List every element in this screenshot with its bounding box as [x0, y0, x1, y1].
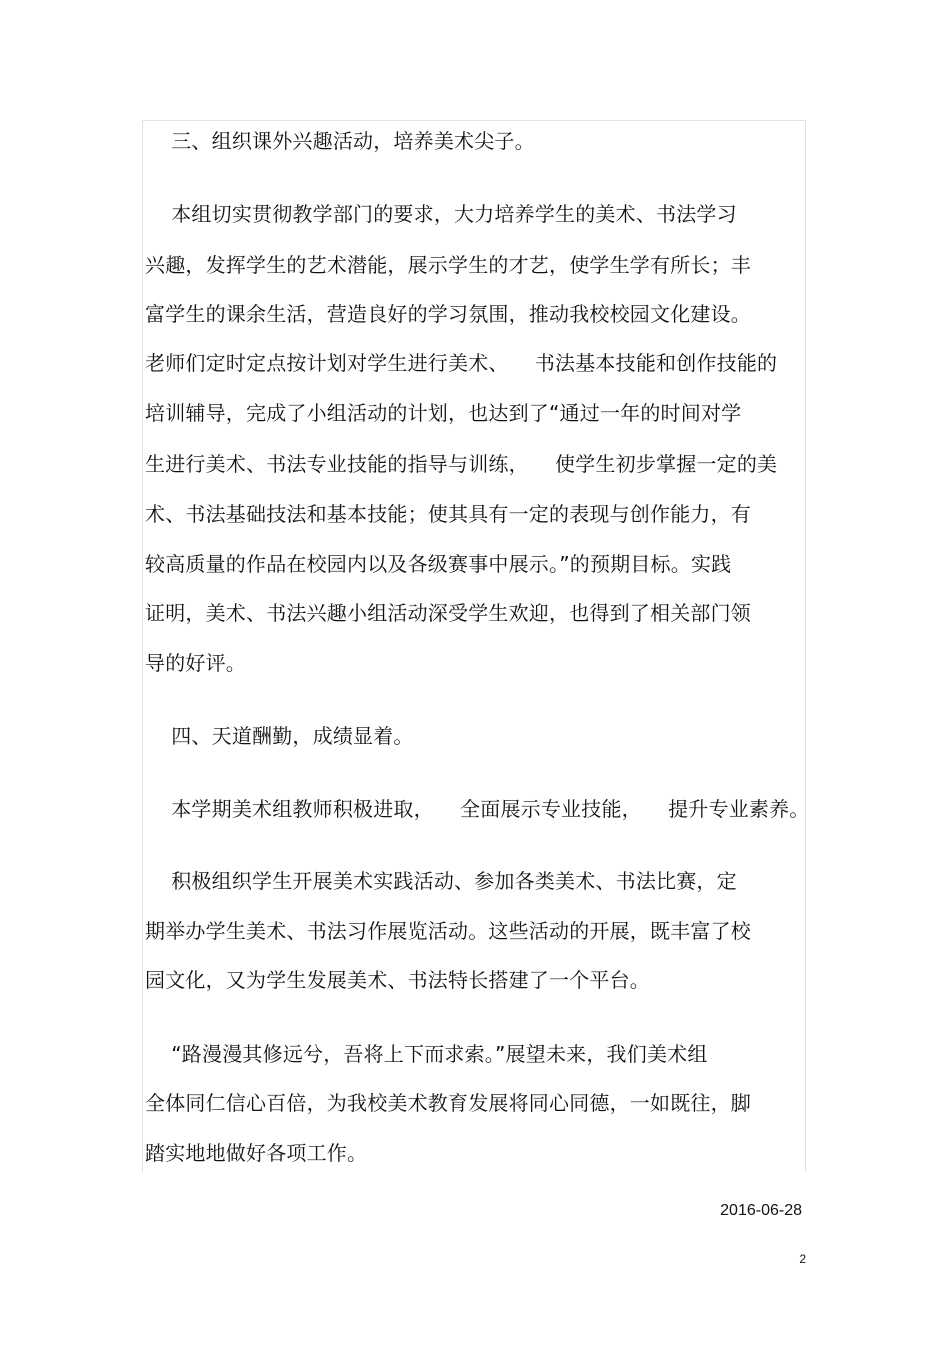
page-number: 2 [799, 1252, 806, 1266]
paragraph-line: 园文化，又为学生发展美术、书法特长搭建了一个平台。 [145, 968, 650, 992]
paragraph-line: 导的好评。 [145, 651, 246, 675]
paragraph-line: 积极组织学生开展美术实践活动、参加各类美术、书法比赛，定 [145, 869, 737, 893]
paragraph-line: 期举办学生美术、书法习作展览活动。这些活动的开展，既丰富了校 [145, 919, 751, 943]
paragraph-line: “路漫漫其修远兮，吾将上下而求索。”展望未来，我们美术组 [145, 1042, 708, 1066]
paragraph-line: 培训辅导，完成了小组活动的计划，也达到了“通过一年的时间对学 [145, 401, 742, 425]
paragraph-line: 老师们定时定点按计划对学生进行美术、 书法基本技能和创作技能的 [145, 351, 778, 375]
paragraph-line: 本组切实贯彻教学部门的要求，大力培养学生的美术、书法学习 [145, 202, 737, 226]
paragraph-line: 术、书法基础技法和基本技能；使其具有一定的表现与创作能力，有 [145, 502, 751, 526]
paragraph-line: 全体同仁信心百倍，为我校美术教育发展将同心同德，一如既往，脚 [145, 1091, 751, 1115]
paragraph-line: 踏实地地做好各项工作。 [145, 1141, 368, 1165]
section-heading-four: 四、天道酬勤，成绩显着。 [145, 724, 414, 748]
paragraph-line: 生进行美术、书法专业技能的指导与训练， 使学生初步掌握一定的美 [145, 452, 778, 476]
paragraph-line: 较高质量的作品在校园内以及各级赛事中展示。”的预期目标。实践 [145, 552, 732, 576]
section-heading-three: 三、组织课外兴趣活动，培养美术尖子。 [145, 129, 535, 153]
document-date: 2016-06-28 [720, 1202, 802, 1219]
paragraph-line: 证明，美术、书法兴趣小组活动深受学生欢迎，也得到了相关部门领 [145, 601, 751, 625]
paragraph-line: 兴趣，发挥学生的艺术潜能，展示学生的才艺，使学生学有所长；丰 [145, 253, 751, 277]
paragraph-line: 本学期美术组教师积极进取， 全面展示专业技能， 提升专业素养。 [145, 797, 810, 821]
paragraph-line: 富学生的课余生活，营造良好的学习氛围，推动我校校园文化建设。 [145, 302, 751, 326]
